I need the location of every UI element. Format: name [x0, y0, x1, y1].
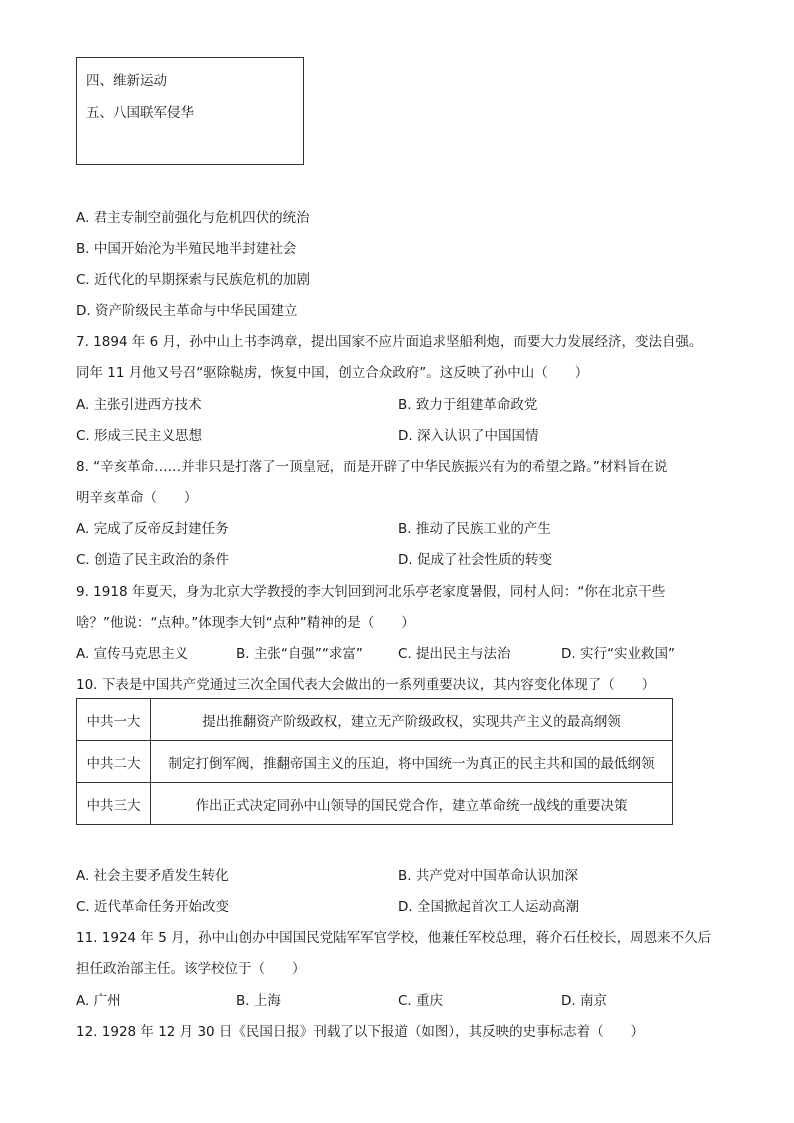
q6-option-d[interactable]: D. 资产阶级民主革命与中华民国建立 [76, 303, 298, 319]
table-row [77, 699, 673, 741]
q11-option-d[interactable]: D. 南京 [561, 993, 607, 1009]
q8-stem-line-2: 明辛亥革命（ ） [76, 490, 198, 506]
q6-option-b[interactable]: B. 中国开始沦为半殖民地半封建社会 [76, 241, 297, 257]
q12-stem: 12. 1928 年 12 月 30 日《民国日报》刊载了以下报道（如图），其反映的史事标志着（ ） [76, 1024, 645, 1040]
table-cell-name: 中共三大 [77, 783, 151, 825]
q9-option-b[interactable]: B. 主张“自强”“求富” [236, 646, 363, 662]
q7-option-a[interactable]: A. 主张引进西方技术 [76, 397, 202, 413]
q7-stem-line-2: 同年 11 月他又号召“驱除鞑虏，恢复中国，创立合众政府”。这反映了孙中山（ ） [76, 365, 589, 381]
q8-option-d[interactable]: D. 促成了社会性质的转变 [398, 552, 552, 568]
box-line-2: 五、八国联军侵华 [86, 105, 194, 121]
q10-option-b[interactable]: B. 共产党对中国革命认识加深 [398, 868, 578, 884]
q7-option-d[interactable]: D. 深入认识了中国国情 [398, 428, 539, 444]
q11-option-c[interactable]: C. 重庆 [398, 993, 444, 1009]
q11-option-b[interactable]: B. 上海 [236, 993, 281, 1009]
q10-option-c[interactable]: C. 近代革命任务开始改变 [76, 899, 230, 915]
table-cell-content: 制定打倒军阀，推翻帝国主义的压迫，将中国统一为真正的民主共和国的最低纲领 [151, 741, 673, 783]
q7-option-c[interactable]: C. 形成三民主义思想 [76, 428, 203, 444]
q11-stem-line-1: 11. 1924 年 5 月，孙中山创办中国国民党陆军军官学校，他兼任军校总理，蒋介石任校长，周恩来不久后 [76, 930, 712, 946]
q7-stem-line-1: 7. 1894 年 6 月，孙中山上书李鸿章，提出国家不应片面追求坚船利炮，而要大力发展经济，变法自强。 [76, 334, 703, 350]
q8-option-c[interactable]: C. 创造了民主政治的条件 [76, 552, 230, 568]
table-cell-content: 作出正式决定同孙中山领导的国民党合作，建立革命统一战线的重要决策 [151, 783, 673, 825]
q11-stem-line-2: 担任政治部主任。该学校位于（ ） [76, 961, 306, 977]
material-box [76, 57, 304, 165]
q6-option-a[interactable]: A. 君主专制空前强化与危机四伏的统治 [76, 210, 310, 226]
q9-option-c[interactable]: C. 提出民主与法治 [398, 646, 511, 662]
q6-option-c[interactable]: C. 近代化的早期探索与民族危机的加剧 [76, 272, 311, 288]
q9-stem-line-1: 9. 1918 年夏天，身为北京大学教授的李大钊回到河北乐亭老家度暑假，同村人问：“你在北京干些 [76, 584, 666, 600]
table-row [77, 741, 673, 783]
q9-stem-line-2: 啥？”他说：“点种。”体现李大钊“点种”精神的是（ ） [76, 615, 415, 631]
q9-option-d[interactable]: D. 实行“实业救国” [561, 646, 675, 662]
q10-option-a[interactable]: A. 社会主要矛盾发生转化 [76, 868, 229, 884]
q11-option-a[interactable]: A. 广州 [76, 993, 121, 1009]
table-row [77, 783, 673, 825]
table-cell-content: 提出推翻资产阶级政权，建立无产阶级政权，实现共产主义的最高纲领 [151, 699, 673, 741]
table-cell-name: 中共一大 [77, 699, 151, 741]
box-line-1: 四、维新运动 [86, 73, 167, 89]
q7-option-b[interactable]: B. 致力于组建革命政党 [398, 397, 538, 413]
table-cell-name: 中共二大 [77, 741, 151, 783]
q9-option-a[interactable]: A. 宣传马克思主义 [76, 646, 189, 662]
q8-option-b[interactable]: B. 推动了民族工业的产生 [398, 521, 551, 537]
q10-stem: 10. 下表是中国共产党通过三次全国代表大会做出的一系列重要决议，其内容变化体现了（ ） [76, 677, 656, 693]
q10-table [76, 698, 673, 825]
q8-stem-line-1: 8. “辛亥革命……并非只是打落了一顶皇冠，而是开辟了中华民族振兴有为的希望之路。”材料旨在说 [76, 459, 668, 475]
q10-option-d[interactable]: D. 全国掀起首次工人运动高潮 [398, 899, 579, 915]
q8-option-a[interactable]: A. 完成了反帝反封建任务 [76, 521, 229, 537]
